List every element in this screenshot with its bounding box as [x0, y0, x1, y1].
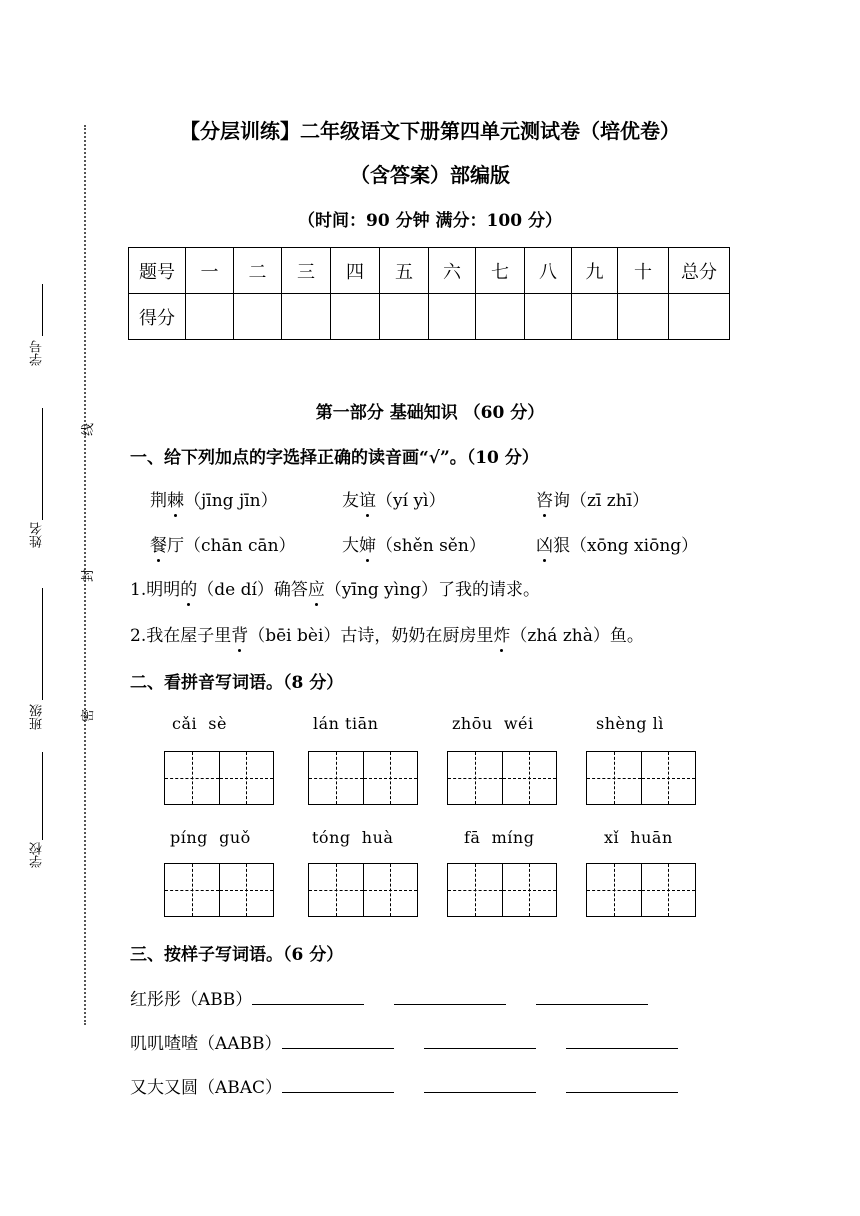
q1-word-6: 凶狠（xōng xiōng） [536, 531, 698, 556]
score-cell[interactable] [476, 294, 525, 340]
q3-example-3: 又大又圆（ABAC） [130, 1078, 283, 1098]
name-blank[interactable] [42, 408, 43, 520]
score-cell[interactable] [525, 294, 572, 340]
score-header-cell: 九 [572, 248, 618, 294]
class-blank[interactable] [42, 588, 43, 700]
q1-word-3: 咨询（zī zhī） [536, 486, 649, 511]
q3-item-2 [130, 1029, 678, 1054]
pinyin-label: cǎi sè [172, 714, 227, 733]
score-cell[interactable] [669, 294, 730, 340]
score-cell[interactable] [331, 294, 380, 340]
question-1-title: 一、给下列加点的字选择正确的读音画“√”。（10 分） [130, 448, 539, 468]
score-header-cell: 五 [380, 248, 429, 294]
page-title: 【分层训练】二年级语文下册第四单元测试卷（培优卷） [180, 119, 680, 143]
answer-blank[interactable] [424, 1030, 536, 1049]
school-blank[interactable] [42, 752, 43, 840]
score-header-cell: 八 [525, 248, 572, 294]
answer-blank[interactable] [536, 986, 648, 1005]
seal-char-line: 线 [81, 422, 97, 437]
q1-word-5: 大婶（shěn sěn） [342, 531, 486, 556]
q3-item-3 [130, 1073, 678, 1098]
q1-sentence-1: 1.明明的（de dí）确答应（yīng yìng）了我的请求。 [130, 575, 540, 600]
q1-word-2: 友谊（yí yì） [342, 486, 446, 511]
pinyin-label: píng guǒ [170, 828, 251, 847]
score-header-cell: 四 [331, 248, 380, 294]
answer-blank[interactable] [424, 1074, 536, 1093]
pinyin-label: fā míng [464, 828, 535, 847]
student-id-label: 学号 [30, 340, 45, 366]
answer-blank[interactable] [252, 986, 364, 1005]
score-cell[interactable] [282, 294, 331, 340]
score-cell[interactable] [618, 294, 669, 340]
writing-grid[interactable] [586, 863, 696, 917]
score-cell[interactable] [380, 294, 429, 340]
score-cell[interactable] [429, 294, 476, 340]
seal-char-seal: 封 [81, 568, 97, 583]
writing-grid[interactable] [308, 751, 418, 805]
score-table-header-row [129, 248, 730, 294]
pinyin-label: tóng huà [312, 828, 394, 847]
part-one-title: 第一部分 基础知识 （60 分） [315, 403, 545, 423]
writing-grid[interactable] [586, 751, 696, 805]
writing-grid[interactable] [447, 863, 557, 917]
score-table-score-row [129, 294, 730, 340]
question-2-title: 二、看拼音写词语。（8 分） [130, 673, 344, 693]
answer-blank[interactable] [566, 1074, 678, 1093]
class-label: 班级 [30, 704, 45, 730]
score-table [128, 247, 730, 340]
student-id-blank[interactable] [42, 284, 43, 336]
score-header-cell: 题号 [129, 248, 186, 294]
score-header-cell: 总分 [669, 248, 730, 294]
writing-grid[interactable] [164, 863, 274, 917]
score-header-cell: 六 [429, 248, 476, 294]
q3-example-2: 叽叽喳喳（AABB） [130, 1034, 282, 1054]
score-header-cell: 十 [618, 248, 669, 294]
score-cell[interactable] [234, 294, 282, 340]
writing-grid[interactable] [308, 863, 418, 917]
pinyin-label: lán tiān [313, 714, 379, 733]
score-row-label: 得分 [129, 294, 186, 340]
answer-blank[interactable] [566, 1030, 678, 1049]
score-cell[interactable] [186, 294, 234, 340]
school-label: 学校 [30, 842, 45, 868]
q1-word-1: 荆棘（jīng jīn） [150, 486, 278, 511]
q3-example-1: 红彤彤（ABB） [130, 990, 253, 1010]
q1-sentence-2: 2.我在屋子里背（bēi bèi）古诗，奶奶在厨房里炸（zhá zhà）鱼。 [130, 621, 644, 646]
name-label: 姓名 [30, 522, 45, 548]
answer-blank[interactable] [282, 1030, 394, 1049]
pinyin-label: xǐ huān [604, 828, 673, 847]
answer-blank[interactable] [394, 986, 506, 1005]
writing-grid[interactable] [447, 751, 557, 805]
score-header-cell: 二 [234, 248, 282, 294]
pinyin-label: shèng lì [596, 714, 664, 733]
score-header-cell: 三 [282, 248, 331, 294]
seal-char-secret: 密 [81, 708, 97, 723]
time-info: （时间：90 分钟 满分：100 分） [298, 211, 562, 231]
score-header-cell: 一 [186, 248, 234, 294]
question-3-title: 三、按样子写词语。（6 分） [130, 945, 344, 965]
q3-item-1 [130, 985, 648, 1010]
score-cell[interactable] [572, 294, 618, 340]
page-subtitle: （含答案）部编版 [350, 163, 510, 187]
score-header-cell: 七 [476, 248, 525, 294]
q1-word-4: 餐厅（chān cān） [150, 531, 296, 556]
answer-blank[interactable] [282, 1074, 394, 1093]
writing-grid[interactable] [164, 751, 274, 805]
pinyin-label: zhōu wéi [452, 714, 534, 733]
